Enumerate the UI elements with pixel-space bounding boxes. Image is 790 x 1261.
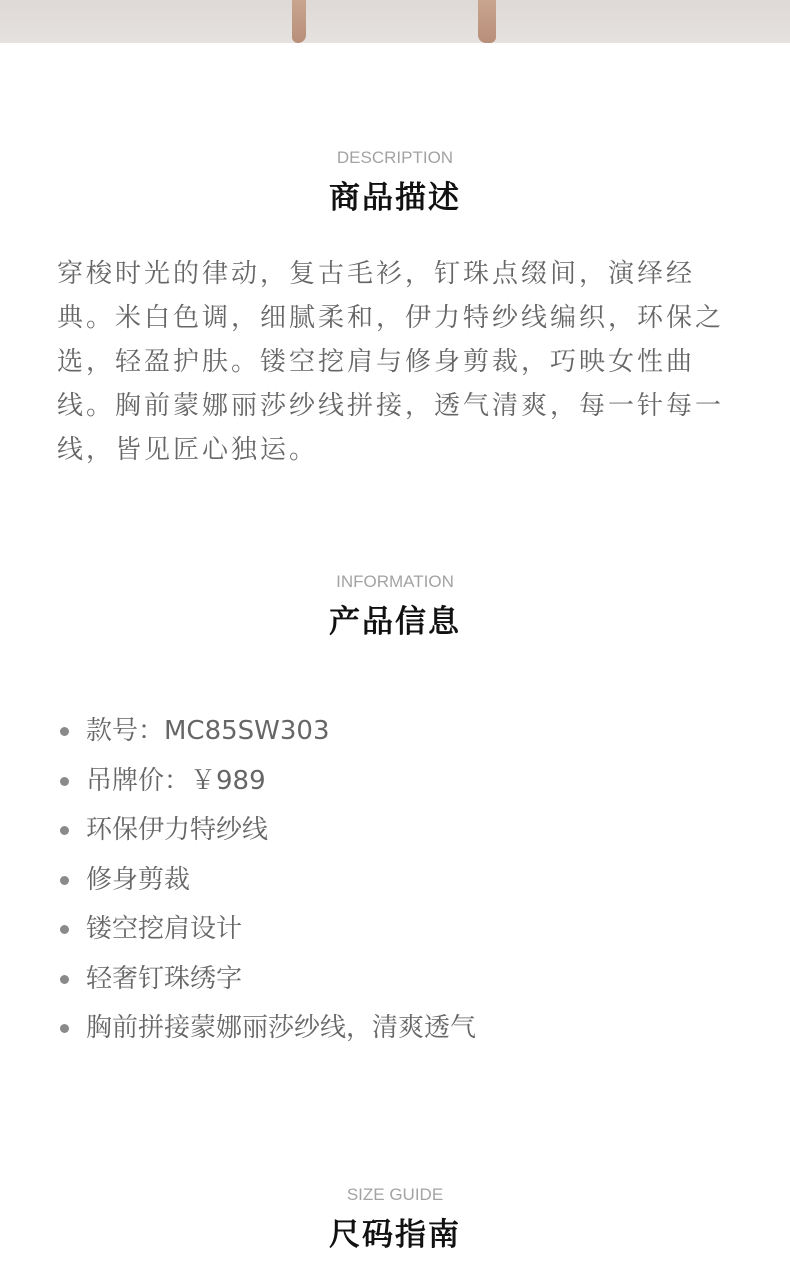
info-item-text: 环保伊力特纱线 [86,815,269,845]
info-item-text: 胸前拼接蒙娜丽莎纱线，清爽透气 [86,1013,477,1043]
bullet-icon [60,925,69,934]
product-photo-leg-left [292,0,306,43]
bullet-icon [60,826,69,835]
description-title: 商品描述 [329,180,461,216]
information-title: 产品信息 [329,604,461,640]
description-text: 穿梭时光的律动，复古毛衫，钉珠点缀间，演绎经典。米白色调，细腻柔和，伊力特纱线编织，环保之选，轻盈护肤。镂空挖肩与修身剪裁，巧映女性曲线。胸前蒙娜丽莎纱线拼接，透气清爽，每一针每一线，皆见匠心独运。 [57,259,725,465]
size-guide-title: 尺码指南 [329,1217,461,1253]
product-photo-crop [0,0,790,43]
info-item-price [60,757,476,807]
info-item-text: 修身剪裁 [86,864,191,895]
info-item-style-number [60,707,476,757]
bullet-icon [60,1024,69,1033]
info-item-shoulder [60,905,476,955]
bullet-icon [60,727,69,736]
description-label: DESCRIPTION [336,148,454,167]
info-item-beading [60,955,476,1005]
size-guide-label: SIZE GUIDE [346,1185,444,1204]
bullet-icon [60,876,69,885]
info-item-text: 轻奢钉珠绣字 [86,963,243,994]
product-info-list [60,707,476,1054]
bullet-icon [60,975,69,984]
info-item-text: 吊牌价：￥989 [86,765,266,796]
info-item-yarn [60,806,476,856]
info-item-text: 款号：MC85SW303 [86,716,330,746]
info-item-text: 镂空挖肩设计 [86,914,243,944]
information-label: INFORMATION [336,572,454,591]
info-item-fit [60,856,476,906]
product-photo-leg-right [478,0,496,43]
info-item-chest-panel [60,1004,476,1054]
bullet-icon [60,777,69,786]
